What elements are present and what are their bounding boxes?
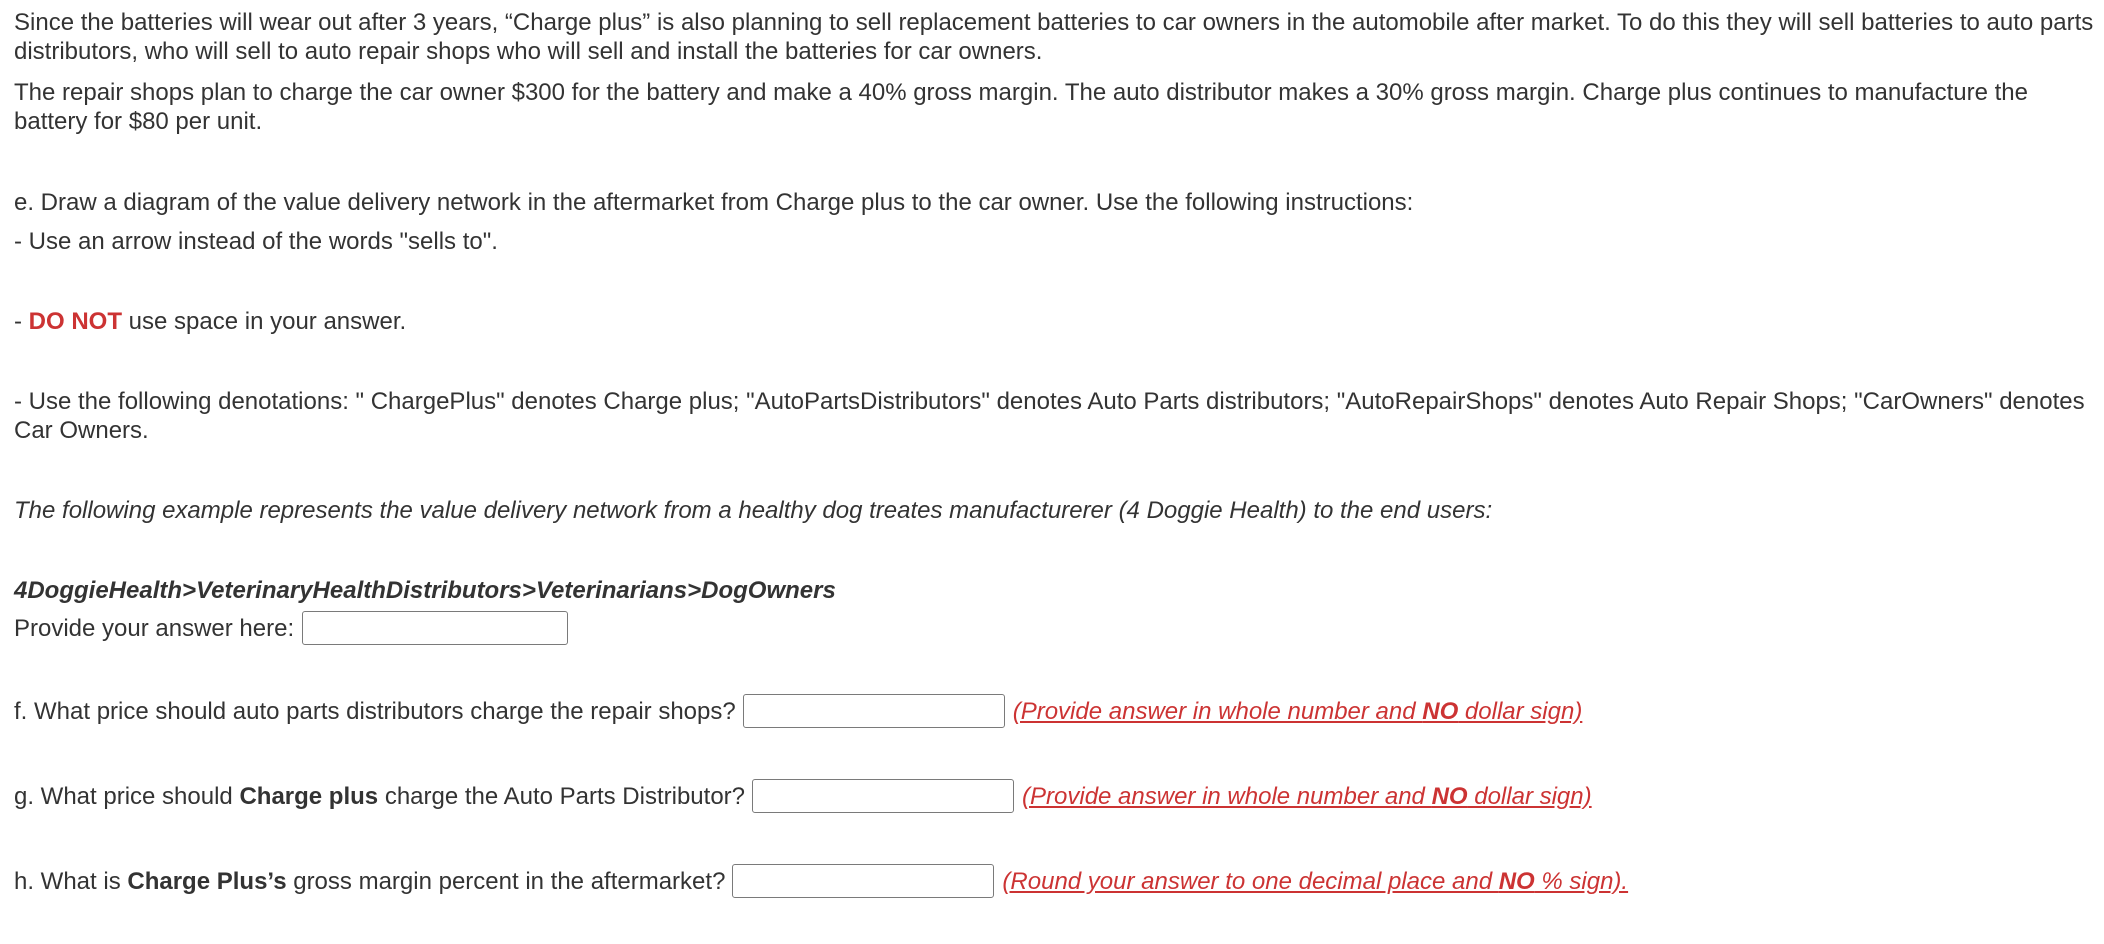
question-f-hint-emphasis: NO <box>1422 697 1459 725</box>
question-g-hint-suffix: dollar sign) <box>1467 782 1592 810</box>
example-network: 4DoggieHealth>VeterinaryHealthDistributors>Veterinarians>DogOwners <box>14 577 836 604</box>
question-g-row <box>14 779 2094 813</box>
question-f-row <box>14 694 2094 728</box>
question-g-hint <box>1022 782 1592 811</box>
example-intro: The following example represents the value delivery network from a healthy dog treates manufacturerer (4 Doggie Health) to the end users: <box>14 497 1493 524</box>
question-h-prompt <box>14 867 725 896</box>
question-h-hint-suffix: % sign). <box>1534 867 1629 895</box>
question-h-prompt-emphasis: Charge Plus’s <box>127 867 287 895</box>
answer-e-row <box>14 611 2094 645</box>
instruction-no-space-prefix: - <box>14 308 29 335</box>
question-f-prompt: f. What price should auto parts distributors charge the repair shops? <box>14 697 736 725</box>
question-f-hint-prefix: (Provide answer in whole number and <box>1012 697 1423 725</box>
question-h-hint <box>1002 867 1628 896</box>
question-h-row <box>14 864 2094 898</box>
question-g-hint-emphasis: NO <box>1431 782 1468 810</box>
do-not-emphasis: DO NOT <box>28 308 122 335</box>
question-g-prompt <box>14 782 745 811</box>
answer-e-input[interactable] <box>302 611 568 645</box>
instruction-no-space <box>14 307 2094 336</box>
question-content <box>14 8 2094 898</box>
question-f-hint-suffix: dollar sign) <box>1458 697 1583 725</box>
question-f-hint <box>1013 697 1583 726</box>
question-g-hint-prefix: (Provide answer in whole number and <box>1022 782 1432 810</box>
question-h-hint-prefix: (Round your answer to one decimal place and <box>1002 867 1499 895</box>
answer-f-input[interactable] <box>743 694 1005 728</box>
intro-paragraph-2: The repair shops plan to charge the car owner $300 for the battery and make a 40% gross margin. The auto distributor makes a 30% gross margin. Charge plus continues to manufacture the battery for $80 per unit. <box>14 79 2028 135</box>
question-h-prompt-prefix: h. What is <box>14 867 128 895</box>
answer-e-label: Provide your answer here: <box>14 614 295 642</box>
intro-paragraph-1: Since the batteries will wear out after 3 years, “Charge plus” is also planning to sell replacement batteries to car owners in the automobile after market. To do this they will sell batteries to auto parts distributors, who will sell to auto repair shops who will sell and install the batteries for car owners. <box>14 9 2094 65</box>
question-g-prompt-suffix: charge the Auto Parts Distributor? <box>378 782 746 810</box>
question-h-hint-emphasis: NO <box>1498 867 1535 895</box>
question-g-prompt-prefix: g. What price should <box>14 782 240 810</box>
question-e-prompt: e. Draw a diagram of the value delivery network in the aftermarket from Charge plus to the car owner. Use the following instructions: <box>14 189 1414 216</box>
instruction-denotations: - Use the following denotations: " ChargePlus" denotes Charge plus; "AutoPartsDistributors" denotes Auto Parts distributors; "AutoRepairShops" denotes Auto Repair Shops; "CarOwners" denotes Car Owners. <box>14 388 2085 444</box>
question-h-prompt-suffix: gross margin percent in the aftermarket? <box>286 867 726 895</box>
answer-h-input[interactable] <box>732 864 994 898</box>
question-g-prompt-emphasis: Charge plus <box>239 782 379 810</box>
instruction-no-space-suffix: use space in your answer. <box>122 308 407 335</box>
answer-g-input[interactable] <box>752 779 1014 813</box>
instruction-arrow: - Use an arrow instead of the words "sells to". <box>14 228 498 255</box>
